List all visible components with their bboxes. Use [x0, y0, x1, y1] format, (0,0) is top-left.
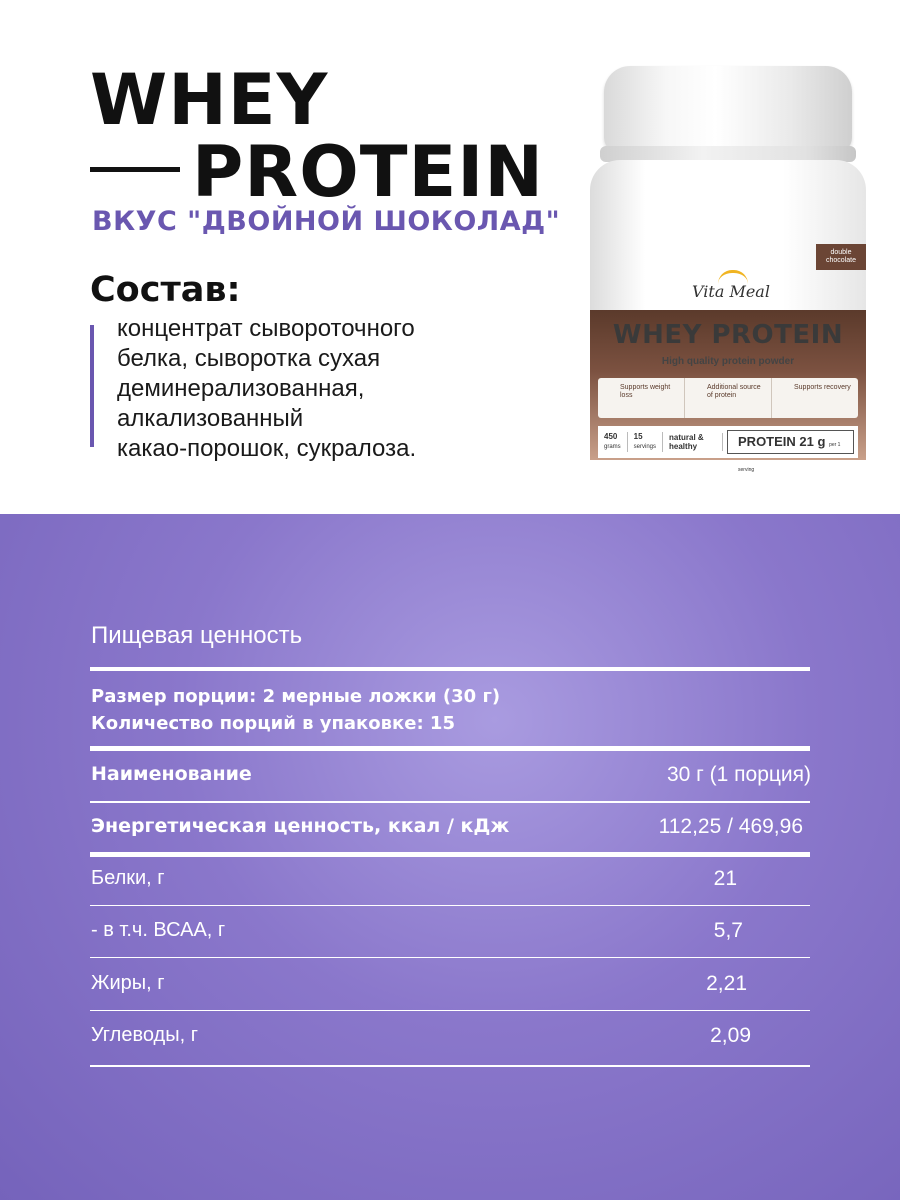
- row-value: 21: [713, 867, 737, 890]
- jar-servings-unit: servings: [633, 444, 657, 450]
- table-row: [91, 919, 811, 959]
- composition-line: деминерализованная,: [117, 375, 365, 402]
- composition-line: концентрат сывороточного: [117, 315, 415, 342]
- flavor-label: ВКУС "ДВОЙНОЙ ШОКОЛАД": [92, 206, 561, 237]
- servings-per-pack: Количество порций в упаковке: 15: [91, 713, 455, 734]
- composition-line: алкализованный: [117, 405, 304, 432]
- serving-size: Размер порции: 2 мерные ложки (30 г): [91, 686, 501, 707]
- title-line-2: PROTEIN: [192, 131, 544, 213]
- divider: [90, 957, 810, 958]
- divider: [90, 1010, 810, 1011]
- title-line-1: WHEY: [90, 59, 329, 141]
- row-name: Энергетическая ценность, ккал / кДж: [91, 815, 510, 837]
- jar-weight: [598, 432, 628, 452]
- divider: [90, 667, 810, 671]
- row-value: 112,25 / 469,96: [658, 815, 803, 838]
- divider: [90, 1065, 810, 1067]
- composition-accent-bar: [90, 325, 94, 447]
- jar-protein-value: PROTEIN 21 g: [738, 434, 826, 449]
- product-jar-image: [590, 66, 866, 473]
- jar-features: [598, 378, 858, 418]
- jar-body: [590, 160, 866, 473]
- composition-line: какао-порошок, сукралоза.: [117, 435, 417, 462]
- divider: [90, 852, 810, 857]
- divider: [90, 746, 810, 751]
- divider: [90, 801, 810, 803]
- jar-feature: Supports weight loss: [598, 378, 685, 418]
- jar-subtitle: High quality protein powder: [661, 356, 795, 367]
- jar-protein-note: per 1 serving: [738, 442, 841, 473]
- jar-badge: natural & healthy: [663, 433, 723, 451]
- row-name: Жиры, г: [91, 972, 165, 994]
- table-row: [91, 815, 811, 855]
- jar-info-strip: [598, 426, 858, 473]
- row-name: Углеводы, г: [91, 1024, 198, 1046]
- row-value: 2,09: [710, 1024, 751, 1047]
- jar-servings-value: 15: [633, 432, 643, 441]
- composition-heading: Состав:: [90, 270, 241, 310]
- title-dash: [90, 167, 180, 172]
- jar-protein: [727, 430, 854, 473]
- jar-flavor-tag: double chocolate: [816, 244, 866, 270]
- nutrition-title: Пищевая ценность: [91, 622, 303, 649]
- jar-title: WHEY PROTEIN: [612, 320, 844, 350]
- composition-text: [117, 314, 497, 464]
- table-row: [91, 763, 811, 803]
- jar-weight-value: 450: [604, 432, 618, 441]
- jar-weight-unit: grams: [604, 444, 621, 450]
- table-row: [91, 867, 811, 907]
- row-value: 2,21: [706, 972, 747, 995]
- divider: [90, 905, 810, 906]
- jar-brand-logo: Vita Meal: [692, 282, 770, 301]
- row-value: 30 г (1 порция): [666, 763, 811, 786]
- jar-servings: [628, 432, 663, 452]
- row-name: - в т.ч. ВСАА, г: [91, 919, 226, 941]
- jar-feature: Supports recovery: [794, 384, 851, 391]
- row-name: Белки, г: [91, 867, 165, 889]
- jar-feature: Additional source of protein: [685, 378, 772, 418]
- composition-line: белка, сыворотка сухая: [117, 345, 381, 372]
- row-value: 5,7: [713, 919, 743, 942]
- table-row: [91, 1024, 811, 1064]
- nutrition-panel: [0, 514, 900, 1200]
- table-row: [91, 972, 811, 1012]
- row-name: Наименование: [91, 763, 252, 785]
- jar-lid: [604, 66, 852, 152]
